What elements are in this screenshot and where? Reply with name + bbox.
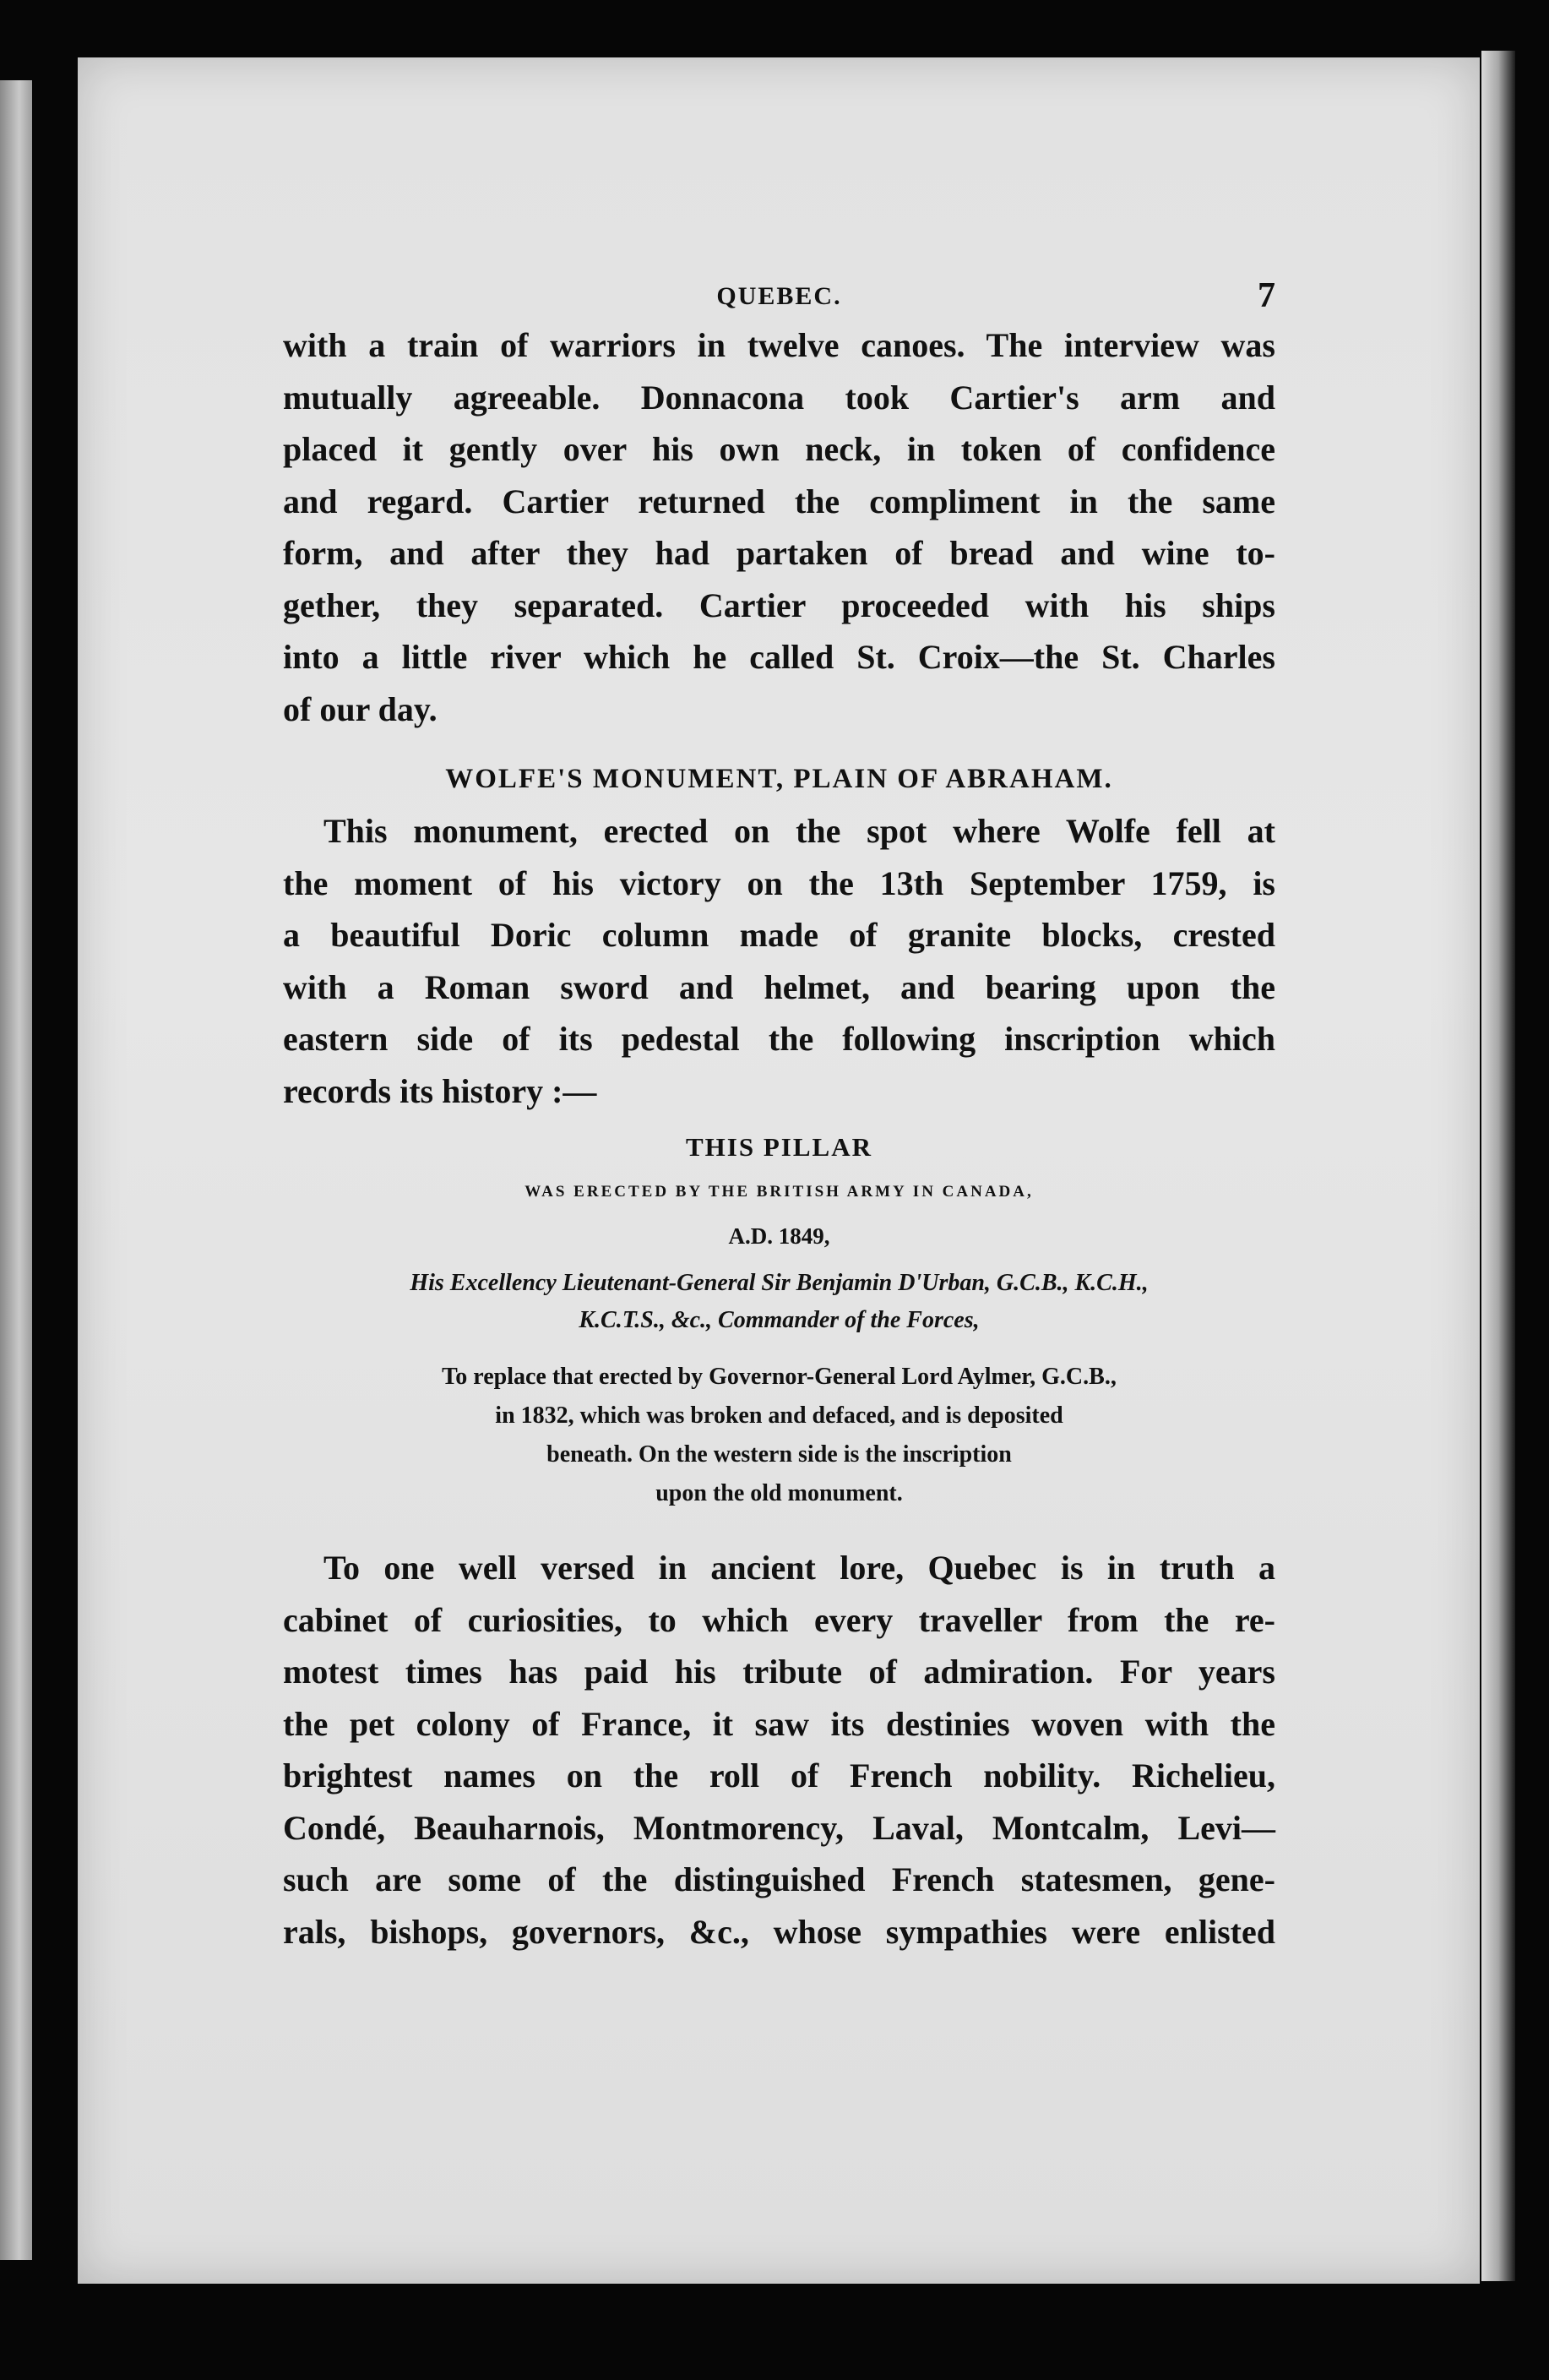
running-head	[283, 269, 1275, 319]
text-line: cabinet of curiosities, to which every traveller from the re-	[283, 1600, 1275, 1639]
inscription-line: WAS ERECTED BY THE BRITISH ARMY IN CANADA,	[524, 1183, 1034, 1201]
inscription-block	[283, 1132, 1275, 1513]
text-line: a beautiful Doric column made of granite blocks, crested	[283, 916, 1275, 954]
text-line: with a Roman sword and helmet, and bearing upon the	[283, 967, 1275, 1006]
text-line: and regard. Cartier returned the compliment in the same	[283, 482, 1275, 520]
inscription-date: A.D. 1849,	[728, 1223, 830, 1249]
inscription-note	[283, 1358, 1275, 1513]
text-line: placed it gently over his own neck, in token of confidence	[283, 430, 1275, 468]
text-line: with a train of warriors in twelve canoes. The interview was	[283, 326, 1275, 364]
text-line: rals, bishops, governors, &c., whose sympathies were enlisted	[283, 1912, 1275, 1951]
text-line: the moment of his victory on the 13th September 1759, is	[283, 863, 1275, 902]
inscription-italic-line: K.C.T.S., &c., Commander of the Forces,	[579, 1307, 980, 1333]
text-line: mutually agreeable. Donnacona took Cartier's arm and	[283, 378, 1275, 417]
text-line: such are some of the distinguished French statesmen, gene-	[283, 1860, 1275, 1898]
page-binding-edge	[1481, 51, 1515, 2281]
inscription-dedication	[283, 1265, 1275, 1339]
page-number: 7	[1258, 276, 1275, 315]
text-line: the pet colony of France, it saw its destinies woven with the	[283, 1704, 1275, 1743]
adjacent-page-edge	[0, 80, 32, 2260]
paragraph-donnacona	[283, 319, 1275, 735]
text-line: brightest names on the roll of French nobility. Richelieu,	[283, 1756, 1275, 1795]
section-heading: WOLFE'S MONUMENT, PLAIN OF ABRAHAM.	[445, 764, 1113, 794]
text-line: form, and after they had partaken of bread and wine to-	[283, 534, 1275, 572]
inscription-title: THIS PILLAR	[686, 1132, 872, 1162]
text-line: This monument, erected on the spot where Wolfe fell at	[323, 812, 1275, 850]
inscription-note-line: in 1832, which was broken and defaced, and is deposited	[495, 1402, 1063, 1429]
paragraph-monument	[283, 805, 1275, 1117]
inscription-italic-line: His Excellency Lieutenant-General Sir Benjamin D'Urban, G.C.B., K.C.H.,	[410, 1270, 1149, 1296]
text-line: To one well versed in ancient lore, Quebec is in truth a	[323, 1549, 1275, 1587]
text-line: eastern side of its pedestal the following inscription which	[283, 1020, 1275, 1058]
text-line: Condé, Beauharnois, Montmorency, Laval, Montcalm, Levi—	[283, 1808, 1275, 1847]
page-text	[283, 269, 1275, 1958]
text-line: into a little river which he called St. Croix—the St. Charles	[283, 638, 1275, 676]
running-title: QUEBEC.	[716, 282, 842, 310]
text-line: gether, they separated. Cartier proceeded with his ships	[283, 585, 1275, 624]
text-line: of our day.	[283, 689, 438, 728]
text-line: records its history :—	[283, 1071, 597, 1110]
inscription-note-line: upon the old monument.	[655, 1480, 903, 1506]
inscription-note-line: beneath. On the western side is the inscription	[546, 1441, 1012, 1468]
text-line: motest times has paid his tribute of admiration. For years	[283, 1653, 1275, 1691]
inscription-note-line: To replace that erected by Governor-General Lord Aylmer, G.C.B.,	[442, 1364, 1117, 1390]
paragraph-ancient-lore	[283, 1542, 1275, 1958]
